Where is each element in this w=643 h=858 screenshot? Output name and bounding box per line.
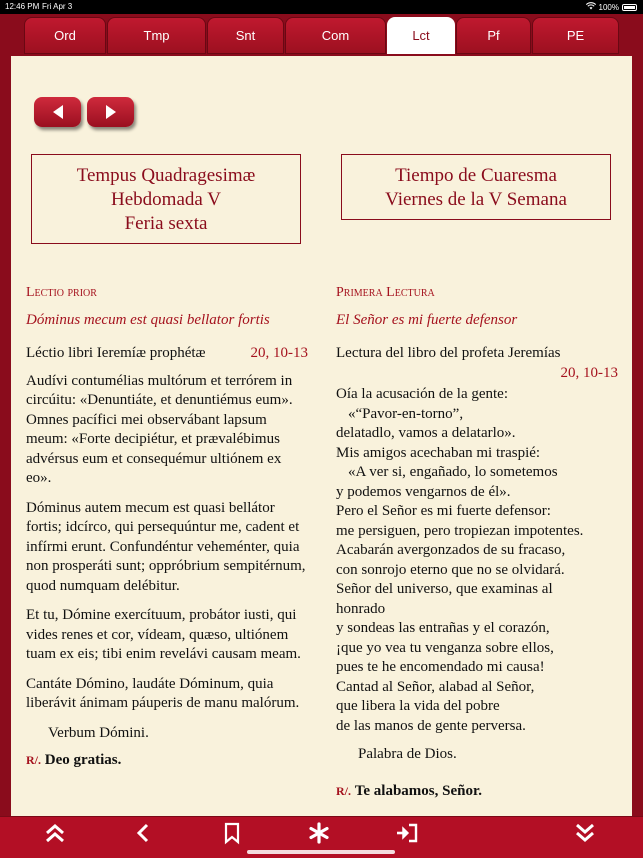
spanish-line: y podemos vengarnos de él». — [336, 483, 511, 500]
spanish-line: me persiguen, pero tropiezan impotentes. — [336, 522, 584, 539]
status-bar — [0, 0, 643, 14]
tab-pf[interactable]: Pf — [456, 17, 531, 54]
spanish-response-row — [336, 782, 618, 802]
chevron-left-icon[interactable] — [130, 821, 156, 845]
tab-tmp[interactable]: Tmp — [107, 17, 206, 54]
spanish-line: que libera la vida del pobre — [336, 698, 500, 714]
latin-verbum: Verbum Dómini. — [48, 724, 149, 741]
spanish-poem — [336, 385, 618, 736]
latin-response-row — [26, 751, 308, 771]
asterisk-icon[interactable] — [306, 821, 332, 845]
tab-bar — [0, 14, 643, 56]
status-date: Fri Apr 3 — [42, 2, 73, 11]
spanish-line: Pero el Señor es mi fuerte defensor: — [336, 503, 551, 519]
spanish-response: Te alabamos, Señor. — [354, 782, 483, 799]
spanish-line: y sondeas las entrañas y el corazón, — [336, 620, 550, 636]
latin-title-box — [31, 154, 301, 244]
double-chevron-down-icon[interactable] — [572, 821, 598, 845]
spanish-line: Oía la acusación de la gente: — [336, 386, 509, 402]
spanish-column — [336, 283, 618, 801]
latin-paragraph-2: Dóminus autem mecum est quasi bellátor fortis; idcírco, qui persequúntur me, cadent et infírmi erunt. Confundéntur veheménter, quia non prosperáti sunt; oppróbrium sempitérnum, quod numquam delébitur. — [26, 499, 306, 594]
battery-icon — [622, 4, 637, 11]
latin-paragraph-1: Audívi contumélias multórum et terrórem in circúitu: «Denuntiáte, et denuntiémus eum». Omnes pacífici mei observábant lapsum meum: «Forte decipiétur, et prævalébimus advérsus eum et consequémur ultiónem ex eo». — [26, 372, 293, 486]
latin-column — [26, 283, 308, 771]
tab-snt[interactable]: Snt — [207, 17, 284, 54]
latin-intro: Léctio libri Ieremíæ prophétæ — [26, 345, 206, 361]
spanish-rubric: Primera Lectura — [336, 285, 435, 300]
spanish-line: Acabarán avergonzados de su fracaso, — [336, 542, 566, 558]
spanish-line: delatadlo, vamos a delatarlo». — [336, 425, 516, 441]
next-button[interactable] — [87, 97, 134, 127]
status-time: 12:46 PM — [5, 2, 40, 11]
spanish-line: Señor del universo, que examinas al — [336, 581, 553, 597]
latin-intro-row — [26, 344, 308, 364]
spanish-line: Cantad al Señor, alabad al Señor, — [336, 678, 535, 695]
spanish-line: «“Pavor-en-torno”, — [348, 405, 464, 422]
spanish-title-box — [341, 154, 611, 220]
spanish-reference: 20, 10-13 — [560, 364, 618, 381]
spanish-r-mark: R/. — [336, 783, 351, 798]
previous-button[interactable] — [34, 97, 81, 127]
latin-rubric: Lectio prior — [26, 285, 97, 300]
latin-title-line-1: Tempus Quadragesimæ — [76, 165, 256, 186]
spanish-line: de las manos de gente perversa. — [336, 717, 526, 734]
latin-paragraph-4: Cantáte Dómino, laudáte Dóminum, quia liberávit ánimam páuperis de manu malórum. — [26, 675, 300, 711]
spanish-line: Mis amigos acechaban mi traspié: — [336, 444, 541, 461]
latin-r-mark: R/. — [26, 753, 41, 767]
spanish-line: honrado — [336, 600, 386, 617]
status-right — [586, 2, 637, 12]
double-chevron-up-icon[interactable] — [42, 821, 68, 845]
arrow-right-icon — [106, 105, 116, 119]
latin-rubric-title: Dóminus mecum est quasi bellator fortis — [26, 311, 270, 328]
spanish-rubric-title: El Señor es mi fuerte defensor — [336, 311, 518, 328]
latin-reference: 20, 10-13 — [250, 345, 308, 361]
spanish-intro: Lectura del libro del profeta Jeremías — [336, 345, 561, 361]
home-indicator — [247, 850, 395, 854]
arrow-left-icon — [53, 105, 63, 119]
bookmark-icon[interactable] — [219, 821, 245, 845]
spanish-line: «A ver si, engañado, lo sometemos — [348, 464, 558, 480]
spanish-verbum: Palabra de Dios. — [358, 746, 457, 762]
spanish-title-line-2: Viernes de la V Semana — [385, 189, 567, 210]
spanish-line: ¡que yo vea tu venganza sobre ellos, — [336, 639, 554, 656]
latin-response: Deo gratias. — [44, 752, 122, 768]
spanish-line: pues te he encomendado mi causa! — [336, 659, 545, 675]
tab-com[interactable]: Com — [285, 17, 386, 54]
sign-in-icon[interactable] — [394, 821, 420, 845]
latin-paragraph-3: Et tu, Dómine exercítuum, probátor iusti, qui vides renes et cor, vídeam, quæso, ultiónem tuam ex eis; tibi enim revelávi causam meam. — [26, 607, 301, 662]
tab-ord[interactable]: Ord — [24, 17, 106, 54]
wifi-icon — [586, 2, 596, 12]
spanish-title-line-1: Tiempo de Cuaresma — [395, 165, 557, 186]
tab-lct[interactable]: Lct — [387, 17, 455, 54]
spanish-line: con sonrojo eterno que no se olvidará. — [336, 561, 565, 578]
battery-percent: 100% — [598, 2, 619, 12]
latin-title-line-3: Feria sexta — [124, 213, 208, 234]
tab-pe[interactable]: PE — [532, 17, 619, 54]
latin-title-line-2: Hebdomada V — [111, 189, 221, 210]
